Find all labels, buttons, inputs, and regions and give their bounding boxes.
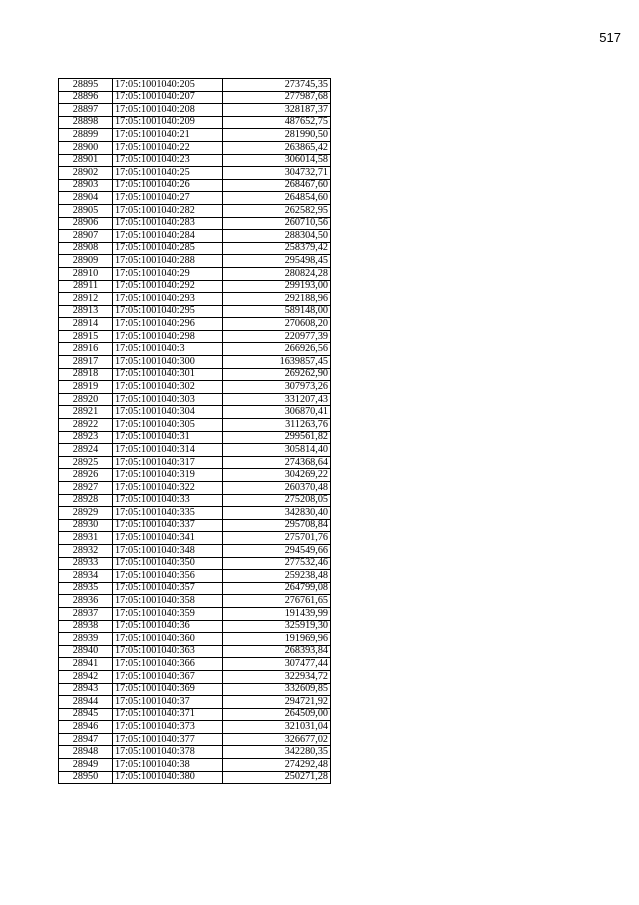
row-number-cell: 28898	[59, 116, 113, 129]
row-number-cell: 28908	[59, 242, 113, 255]
table-row	[59, 154, 331, 167]
cadastral-number-cell: 17:05:1001040:358	[113, 595, 223, 608]
row-number-cell: 28948	[59, 746, 113, 759]
value-cell: 276761,65	[223, 595, 331, 608]
cadastral-number-cell: 17:05:1001040:288	[113, 255, 223, 268]
row-number-cell: 28932	[59, 544, 113, 557]
row-number-cell: 28945	[59, 708, 113, 721]
value-cell: 321031,04	[223, 721, 331, 734]
value-cell: 273745,35	[223, 79, 331, 92]
cadastral-number-cell: 17:05:1001040:373	[113, 721, 223, 734]
cadastral-number-cell: 17:05:1001040:302	[113, 381, 223, 394]
cadastral-number-cell: 17:05:1001040:377	[113, 733, 223, 746]
row-number-cell: 28921	[59, 406, 113, 419]
value-cell: 268467,60	[223, 179, 331, 192]
row-number-cell: 28940	[59, 645, 113, 658]
row-number-cell: 28917	[59, 356, 113, 369]
cadastral-number-cell: 17:05:1001040:314	[113, 444, 223, 457]
table-row	[59, 79, 331, 92]
cadastral-number-cell: 17:05:1001040:284	[113, 230, 223, 243]
value-cell: 277532,46	[223, 557, 331, 570]
value-cell: 258379,42	[223, 242, 331, 255]
value-cell: 294721,92	[223, 696, 331, 709]
value-cell: 322934,72	[223, 670, 331, 683]
value-cell: 342280,35	[223, 746, 331, 759]
value-cell: 304269,22	[223, 469, 331, 482]
row-number-cell: 28907	[59, 230, 113, 243]
table-row	[59, 582, 331, 595]
cadastral-number-cell: 17:05:1001040:25	[113, 167, 223, 180]
cadastral-number-cell: 17:05:1001040:356	[113, 570, 223, 583]
table-row	[59, 494, 331, 507]
table-row	[59, 167, 331, 180]
cadastral-number-cell: 17:05:1001040:38	[113, 759, 223, 772]
table-row	[59, 305, 331, 318]
row-number-cell: 28939	[59, 633, 113, 646]
table-row	[59, 293, 331, 306]
table-row	[59, 519, 331, 532]
row-number-cell: 28909	[59, 255, 113, 268]
row-number-cell: 28906	[59, 217, 113, 230]
table-row	[59, 670, 331, 683]
cadastral-number-cell: 17:05:1001040:341	[113, 532, 223, 545]
row-number-cell: 28929	[59, 507, 113, 520]
table-row	[59, 255, 331, 268]
row-number-cell: 28923	[59, 431, 113, 444]
table-row	[59, 482, 331, 495]
cadastral-number-cell: 17:05:1001040:350	[113, 557, 223, 570]
row-number-cell: 28928	[59, 494, 113, 507]
row-number-cell: 28924	[59, 444, 113, 457]
row-number-cell: 28925	[59, 456, 113, 469]
row-number-cell: 28944	[59, 696, 113, 709]
row-number-cell: 28916	[59, 343, 113, 356]
table-row	[59, 91, 331, 104]
value-cell: 264799,08	[223, 582, 331, 595]
table-row	[59, 595, 331, 608]
cadastral-number-cell: 17:05:1001040:363	[113, 645, 223, 658]
cadastral-number-cell: 17:05:1001040:359	[113, 607, 223, 620]
value-cell: 305814,40	[223, 444, 331, 457]
row-number-cell: 28943	[59, 683, 113, 696]
cadastral-number-cell: 17:05:1001040:380	[113, 771, 223, 784]
row-number-cell: 28941	[59, 658, 113, 671]
value-cell: 307477,44	[223, 658, 331, 671]
cadastral-number-cell: 17:05:1001040:37	[113, 696, 223, 709]
cadastral-number-cell: 17:05:1001040:300	[113, 356, 223, 369]
row-number-cell: 28922	[59, 419, 113, 432]
table-row	[59, 532, 331, 545]
value-cell: 306014,58	[223, 154, 331, 167]
table-row	[59, 570, 331, 583]
table-row	[59, 633, 331, 646]
table-row	[59, 733, 331, 746]
cadastral-number-cell: 17:05:1001040:371	[113, 708, 223, 721]
table-row	[59, 343, 331, 356]
row-number-cell: 28913	[59, 305, 113, 318]
value-cell: 269262,90	[223, 368, 331, 381]
table-row	[59, 620, 331, 633]
table-row	[59, 280, 331, 293]
page-number: 517	[599, 30, 621, 45]
row-number-cell: 28912	[59, 293, 113, 306]
table-row	[59, 204, 331, 217]
table-row	[59, 431, 331, 444]
table-row	[59, 469, 331, 482]
cadastral-number-cell: 17:05:1001040:366	[113, 658, 223, 671]
value-cell: 589148,00	[223, 305, 331, 318]
table-row	[59, 267, 331, 280]
row-number-cell: 28918	[59, 368, 113, 381]
row-number-cell: 28919	[59, 381, 113, 394]
row-number-cell: 28933	[59, 557, 113, 570]
value-cell: 280824,28	[223, 267, 331, 280]
row-number-cell: 28949	[59, 759, 113, 772]
value-cell: 306870,41	[223, 406, 331, 419]
cadastral-number-cell: 17:05:1001040:283	[113, 217, 223, 230]
row-number-cell: 28896	[59, 91, 113, 104]
table-row	[59, 242, 331, 255]
cadastral-number-cell: 17:05:1001040:36	[113, 620, 223, 633]
row-number-cell: 28946	[59, 721, 113, 734]
cadastral-number-cell: 17:05:1001040:301	[113, 368, 223, 381]
value-cell: 274292,48	[223, 759, 331, 772]
cadastral-number-cell: 17:05:1001040:31	[113, 431, 223, 444]
value-cell: 332609,85	[223, 683, 331, 696]
table-row	[59, 381, 331, 394]
table-row	[59, 393, 331, 406]
value-cell: 307973,26	[223, 381, 331, 394]
row-number-cell: 28938	[59, 620, 113, 633]
value-cell: 264509,00	[223, 708, 331, 721]
row-number-cell: 28915	[59, 330, 113, 343]
table-row	[59, 330, 331, 343]
cadastral-number-cell: 17:05:1001040:335	[113, 507, 223, 520]
cadastral-number-cell: 17:05:1001040:317	[113, 456, 223, 469]
value-cell: 299561,82	[223, 431, 331, 444]
row-number-cell: 28934	[59, 570, 113, 583]
table-row	[59, 759, 331, 772]
value-cell: 262582,95	[223, 204, 331, 217]
cadastral-number-cell: 17:05:1001040:26	[113, 179, 223, 192]
cadastral-number-cell: 17:05:1001040:303	[113, 393, 223, 406]
value-cell: 281990,50	[223, 129, 331, 142]
table-row	[59, 507, 331, 520]
table-row	[59, 444, 331, 457]
row-number-cell: 28901	[59, 154, 113, 167]
row-number-cell: 28914	[59, 318, 113, 331]
value-cell: 220977,39	[223, 330, 331, 343]
cadastral-number-cell: 17:05:1001040:21	[113, 129, 223, 142]
table-row	[59, 456, 331, 469]
value-cell: 326677,02	[223, 733, 331, 746]
data-table	[58, 78, 331, 784]
row-number-cell: 28899	[59, 129, 113, 142]
table-row	[59, 318, 331, 331]
value-cell: 1639857,45	[223, 356, 331, 369]
row-number-cell: 28931	[59, 532, 113, 545]
cadastral-number-cell: 17:05:1001040:378	[113, 746, 223, 759]
value-cell: 191969,96	[223, 633, 331, 646]
table-row	[59, 104, 331, 117]
table-row	[59, 544, 331, 557]
value-cell: 325919,30	[223, 620, 331, 633]
value-cell: 259238,48	[223, 570, 331, 583]
value-cell: 268393,84	[223, 645, 331, 658]
value-cell: 275208,05	[223, 494, 331, 507]
cadastral-number-cell: 17:05:1001040:367	[113, 670, 223, 683]
value-cell: 266926,56	[223, 343, 331, 356]
row-number-cell: 28927	[59, 482, 113, 495]
table-row	[59, 141, 331, 154]
cadastral-number-cell: 17:05:1001040:285	[113, 242, 223, 255]
value-cell: 311263,76	[223, 419, 331, 432]
cadastral-number-cell: 17:05:1001040:304	[113, 406, 223, 419]
row-number-cell: 28920	[59, 393, 113, 406]
value-cell: 299193,00	[223, 280, 331, 293]
cadastral-number-cell: 17:05:1001040:348	[113, 544, 223, 557]
row-number-cell: 28936	[59, 595, 113, 608]
value-cell: 275701,76	[223, 532, 331, 545]
cadastral-number-cell: 17:05:1001040:337	[113, 519, 223, 532]
row-number-cell: 28937	[59, 607, 113, 620]
row-number-cell: 28947	[59, 733, 113, 746]
row-number-cell: 28903	[59, 179, 113, 192]
table-row	[59, 406, 331, 419]
table-row	[59, 771, 331, 784]
table-row	[59, 368, 331, 381]
cadastral-number-cell: 17:05:1001040:29	[113, 267, 223, 280]
cadastral-number-cell: 17:05:1001040:207	[113, 91, 223, 104]
value-cell: 328187,37	[223, 104, 331, 117]
value-cell: 342830,40	[223, 507, 331, 520]
row-number-cell: 28942	[59, 670, 113, 683]
cadastral-number-cell: 17:05:1001040:296	[113, 318, 223, 331]
cadastral-number-cell: 17:05:1001040:295	[113, 305, 223, 318]
value-cell: 277987,68	[223, 91, 331, 104]
table-row	[59, 116, 331, 129]
table-row	[59, 645, 331, 658]
row-number-cell: 28950	[59, 771, 113, 784]
row-number-cell: 28926	[59, 469, 113, 482]
value-cell: 288304,50	[223, 230, 331, 243]
value-cell: 292188,96	[223, 293, 331, 306]
table-row	[59, 230, 331, 243]
cadastral-number-cell: 17:05:1001040:27	[113, 192, 223, 205]
value-cell: 270608,20	[223, 318, 331, 331]
row-number-cell: 28897	[59, 104, 113, 117]
value-cell: 331207,43	[223, 393, 331, 406]
row-number-cell: 28930	[59, 519, 113, 532]
table-row	[59, 658, 331, 671]
table-row	[59, 557, 331, 570]
cadastral-number-cell: 17:05:1001040:282	[113, 204, 223, 217]
table-row	[59, 192, 331, 205]
row-number-cell: 28911	[59, 280, 113, 293]
cadastral-number-cell: 17:05:1001040:23	[113, 154, 223, 167]
cadastral-number-cell: 17:05:1001040:292	[113, 280, 223, 293]
value-cell: 295498,45	[223, 255, 331, 268]
table-row	[59, 708, 331, 721]
value-cell: 487652,75	[223, 116, 331, 129]
value-cell: 304732,71	[223, 167, 331, 180]
value-cell: 260710,56	[223, 217, 331, 230]
table-row	[59, 179, 331, 192]
cadastral-number-cell: 17:05:1001040:360	[113, 633, 223, 646]
row-number-cell: 28935	[59, 582, 113, 595]
table-row	[59, 683, 331, 696]
cadastral-number-cell: 17:05:1001040:22	[113, 141, 223, 154]
cadastral-number-cell: 17:05:1001040:357	[113, 582, 223, 595]
row-number-cell: 28895	[59, 79, 113, 92]
value-cell: 191439,99	[223, 607, 331, 620]
cadastral-number-cell: 17:05:1001040:3	[113, 343, 223, 356]
table-row	[59, 607, 331, 620]
cadastral-number-cell: 17:05:1001040:209	[113, 116, 223, 129]
row-number-cell: 28905	[59, 204, 113, 217]
row-number-cell: 28910	[59, 267, 113, 280]
value-cell: 250271,28	[223, 771, 331, 784]
cadastral-number-cell: 17:05:1001040:369	[113, 683, 223, 696]
cadastral-number-cell: 17:05:1001040:305	[113, 419, 223, 432]
table-row	[59, 721, 331, 734]
value-cell: 260370,48	[223, 482, 331, 495]
cadastral-number-cell: 17:05:1001040:319	[113, 469, 223, 482]
cadastral-number-cell: 17:05:1001040:293	[113, 293, 223, 306]
row-number-cell: 28902	[59, 167, 113, 180]
table-row	[59, 746, 331, 759]
cadastral-number-cell: 17:05:1001040:205	[113, 79, 223, 92]
row-number-cell: 28904	[59, 192, 113, 205]
cadastral-number-cell: 17:05:1001040:322	[113, 482, 223, 495]
cadastral-number-cell: 17:05:1001040:298	[113, 330, 223, 343]
table-body	[59, 79, 331, 784]
table-row	[59, 217, 331, 230]
value-cell: 263865,42	[223, 141, 331, 154]
value-cell: 264854,60	[223, 192, 331, 205]
value-cell: 295708,84	[223, 519, 331, 532]
value-cell: 294549,66	[223, 544, 331, 557]
value-cell: 274368,64	[223, 456, 331, 469]
cadastral-number-cell: 17:05:1001040:208	[113, 104, 223, 117]
table-row	[59, 129, 331, 142]
table-row	[59, 419, 331, 432]
table-row	[59, 696, 331, 709]
table-row	[59, 356, 331, 369]
cadastral-number-cell: 17:05:1001040:33	[113, 494, 223, 507]
row-number-cell: 28900	[59, 141, 113, 154]
